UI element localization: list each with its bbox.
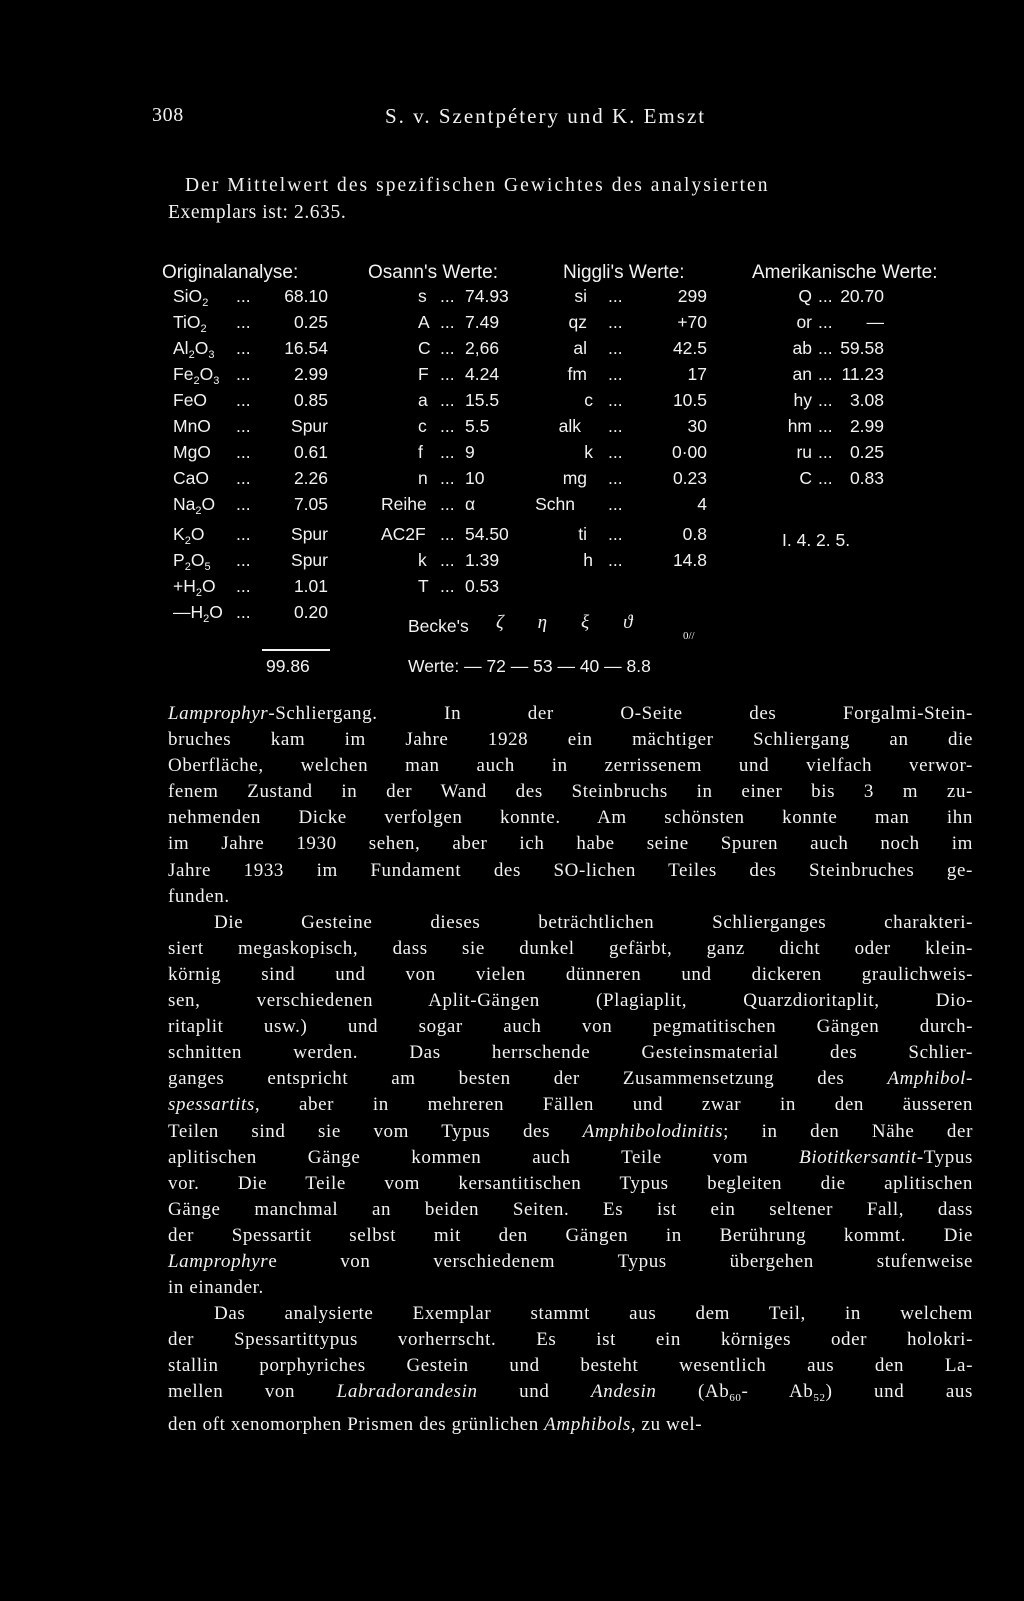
american-value: 0.25 [849,442,884,462]
original-dots: ... [236,468,251,488]
osann-dots: ... [440,416,455,436]
text-line: sen, verschiedenen Aplit-Gängen (Plagiaplit, Quarzdioritaplit, Dio- [168,990,973,1012]
niggli-dots: ... [608,468,623,488]
niggli-dots: ... [608,364,623,384]
column-header-american: Amerikanische Werte: [752,262,938,283]
original-dots: ... [236,416,251,436]
osann-symbol: Reihe [381,494,427,514]
niggli-dots: ... [608,550,623,570]
osann-value: 10 [465,468,485,488]
american-value: 3.08 [849,390,884,410]
original-dots: ... [236,364,251,384]
original-oxide: $P_2O_5$ [173,550,211,573]
text-line: bruches kam im Jahre 1928 ein mächtiger Schliergang an die [168,729,973,751]
niggli-symbol: alk [558,416,581,436]
text-line: der Spessartit selbst mit den Gängen in Berührung kommt. Die [168,1224,973,1246]
original-value: 2.99 [293,364,328,384]
text-line: schnitten werden. Das herrschende Gesteinsmaterial des Schlier- [168,1042,973,1064]
niggli-dots: ... [608,312,623,332]
osann-dots: ... [440,524,455,544]
original-dots: ... [236,576,251,596]
niggli-symbol: ti [578,524,587,544]
text-line: nehmenden Dicke verfolgen konnte. Am schönsten konnte man ihn [168,807,973,829]
american-value: 59.58 [840,338,884,358]
niggli-value: 0.8 [682,524,707,544]
becke-label: Becke's [408,616,469,636]
text-line: den oft xenomorphen Prismen des grünlichen Amphibols, zu wel- [168,1413,703,1435]
osann-value: 7.49 [465,312,500,332]
osann-value: 15.5 [465,390,500,410]
osann-dots: ... [440,312,455,332]
text-line: Lamprophyre von verschiedenem Typus übergehen stufenweise [168,1250,973,1272]
osann-value: 74.93 [465,286,509,306]
niggli-symbol: qz [568,312,587,332]
becke-norm: 0// [683,630,695,642]
text-line: der Spessartittypus vorherrscht. Es ist ein körniges oder holokri- [168,1329,973,1351]
niggli-dots: ... [608,442,623,462]
niggli-dots: ... [608,286,623,306]
niggli-symbol: k [584,442,593,462]
osann-symbol: C [418,338,431,358]
american-symbol: C [799,468,812,488]
niggli-symbol: al [573,338,587,358]
american-dots: ... [818,416,833,436]
original-oxide: $+H_2O$ [173,576,216,599]
original-value: Spur [291,416,328,436]
american-symbol: ru [796,442,812,462]
original-analysis-sum: 99.86 [266,656,310,676]
osann-dots: ... [440,390,455,410]
becke-values: Werte: — 72 — 53 — 40 — 8.8 [408,656,651,676]
osann-symbol: n [418,468,428,488]
osann-value: 1.39 [465,550,500,570]
paragraph-line: Exemplars ist: 2.635. [168,202,347,223]
text-line: körnig sind und von vielen dünneren und dickeren graulichweis- [168,963,973,985]
american-dots: ... [818,312,833,332]
american-symbol: hy [793,390,812,410]
osann-dots: ... [440,364,455,384]
text-line: mellen von Labradorandesin und Andesin ($Ab_{60}-$ $Ab_{52}$) und aus [168,1381,973,1405]
text-line: siert megaskopisch, dass sie dunkel gefärbt, ganz dicht oder klein- [168,937,973,959]
text-line: funden. [168,885,230,907]
osann-value: 4.24 [465,364,500,384]
osann-dots: ... [440,576,455,596]
niggli-value: 299 [677,286,707,306]
original-dots: ... [236,602,251,622]
niggli-value: 0·00 [671,442,707,462]
paragraph-line: Der Mittelwert des spezifischen Gewichtes des analysierten [185,175,770,196]
osann-value: 2,66 [465,338,500,358]
text-line: Die Gesteine dieses beträchtlichen Schlierganges charakteri- [214,911,973,933]
osann-symbol: f [418,442,423,462]
original-oxide: $Al_2O_3$ [173,338,215,361]
american-value: 11.23 [841,364,884,384]
osann-symbol: AC2F [381,524,426,544]
original-oxide: TiO$_2$ [173,312,207,335]
original-value: 16.54 [284,338,328,358]
niggli-dots: ... [608,524,623,544]
osann-symbol: a [418,390,428,410]
column-header-niggli: Niggli's Werte: [563,262,685,283]
osann-dots: ... [440,286,455,306]
original-oxide: SiO$_2$ [173,286,209,309]
text-line: Oberfläche, welchen man auch in zerrissenem und vielfach verwor- [168,755,973,777]
original-dots: ... [236,494,251,514]
text-line: aplitischen Gänge kommen auch Teile vom Biotitkersantit-Typus [168,1146,973,1168]
becke-symbols: ζ η ξ ϑ [496,612,634,633]
original-dots: ... [236,390,251,410]
american-symbol: or [796,312,812,332]
niggli-value: 17 [687,364,707,384]
text-line: Jahre 1933 im Fundament des SO-lichen Teiles des Steinbruches ge- [168,859,973,881]
text-line: Lamprophyr-Schliergang. In der O-Seite des Forgalmi-Stein- [168,703,973,724]
american-value: — [866,312,884,332]
text-line: vor. Die Teile vom kersantitischen Typus begleiten die aplitischen [168,1172,973,1194]
osann-dots: ... [440,494,455,514]
american-dots: ... [818,468,833,488]
niggli-symbol: c [584,390,593,410]
american-symbol: Q [798,286,812,306]
text-line: ganges entspricht am besten der Zusammensetzung des Amphibol- [168,1068,973,1090]
american-symbol: ab [792,338,812,358]
body-text [168,701,973,1438]
osann-symbol: A [418,312,430,332]
original-value: 7.05 [293,494,328,514]
osann-value: 54.50 [465,524,509,544]
niggli-dots: ... [608,390,623,410]
original-value: 0.61 [293,442,328,462]
osann-dots: ... [440,442,455,462]
american-dots: ... [818,364,833,384]
original-value: 1.01 [293,576,328,596]
text-line: im Jahre 1930 sehen, aber ich habe seine Spuren auch noch im [168,833,973,855]
american-symbol: an [792,364,812,384]
original-dots: ... [236,442,251,462]
osann-symbol: c [418,416,427,436]
american-value: 2.99 [849,416,884,436]
niggli-symbol: Schn [535,494,575,514]
niggli-value: +70 [677,312,707,332]
running-head: S. v. Szentpétery und K. Emszt [385,104,707,128]
osann-dots: ... [440,550,455,570]
american-value: 20.70 [840,286,884,306]
original-value: Spur [291,524,328,544]
original-oxide: MgO [173,442,211,462]
original-oxide: CaO [173,468,209,488]
text-line: in einander. [168,1277,264,1299]
text-line: Das analysierte Exemplar stammt aus dem Teil, in welchem [214,1303,973,1325]
original-dots: ... [236,550,251,570]
osann-symbol: T [418,576,429,596]
osann-value: 9 [465,442,475,462]
osann-value: 5.5 [465,416,490,436]
original-value: 68.10 [284,286,328,306]
text-line: Gänge manchmal an beiden Seiten. Es ist ein seltener Fall, dass [168,1198,973,1220]
osann-value: 0.53 [465,576,500,596]
niggli-symbol: h [583,550,593,570]
text-line: Teilen sind sie vom Typus des Amphibolodinitis; in den Nähe der [168,1120,973,1142]
text-line: ritaplit usw.) und sogar auch von pegmatitischen Gängen durch- [168,1016,973,1038]
text-line: stallin porphyriches Gestein und besteht wesentlich aus den La- [168,1355,973,1377]
original-dots: ... [236,524,251,544]
original-oxide: $K_2O$ [173,524,205,547]
original-dots: ... [236,312,251,332]
original-dots: ... [236,338,251,358]
niggli-dots: ... [608,416,623,436]
text-line: fenem Zustand in der Wand des Steinbruchs in einer bis 3 m zu- [168,781,973,803]
original-value: 0.20 [293,602,328,622]
sum-rule [262,649,330,651]
american-dots: ... [818,338,833,358]
american-symbol: hm [787,416,812,436]
niggli-value: 42.5 [672,338,707,358]
american-dots: ... [818,286,833,306]
niggli-symbol: fm [567,364,587,384]
osann-value: α [465,494,476,514]
original-value: Spur [291,550,328,570]
osann-dots: ... [440,338,455,358]
column-header-original: Originalanalyse: [162,262,299,283]
column-header-osann: Osann's Werte: [368,262,498,283]
original-value: 0.85 [293,390,328,410]
niggli-value: 14.8 [672,550,707,570]
original-oxide: FeO [173,390,208,410]
american-dots: ... [818,442,833,462]
niggli-value: 30 [687,416,707,436]
original-oxide: MnO [173,416,211,436]
original-oxide: $Fe_2O_3$ [173,364,220,387]
niggli-symbol: si [574,286,587,306]
original-oxide: $Na_2O$ [173,494,216,517]
original-oxide: $—H_2O$ [173,602,223,625]
american-classification: I. 4. 2. 5. [782,530,851,550]
american-dots: ... [818,390,833,410]
niggli-value: 4 [697,494,707,514]
osann-symbol: s [418,286,427,306]
american-value: 0.83 [849,468,884,488]
niggli-symbol: mg [562,468,587,488]
page-number: 308 [152,104,184,126]
niggli-value: 0.23 [672,468,707,488]
niggli-dots: ... [608,494,623,514]
specific-gravity-paragraph [168,172,973,226]
original-dots: ... [236,286,251,306]
text-line: spessartits, aber in mehreren Fällen und zwar in den äusseren [168,1094,973,1116]
niggli-dots: ... [608,338,623,358]
osann-symbol: F [418,364,429,384]
osann-dots: ... [440,468,455,488]
niggli-value: 10.5 [672,390,707,410]
original-value: 0.25 [293,312,328,332]
original-value: 2.26 [293,468,328,488]
osann-symbol: k [418,550,427,570]
